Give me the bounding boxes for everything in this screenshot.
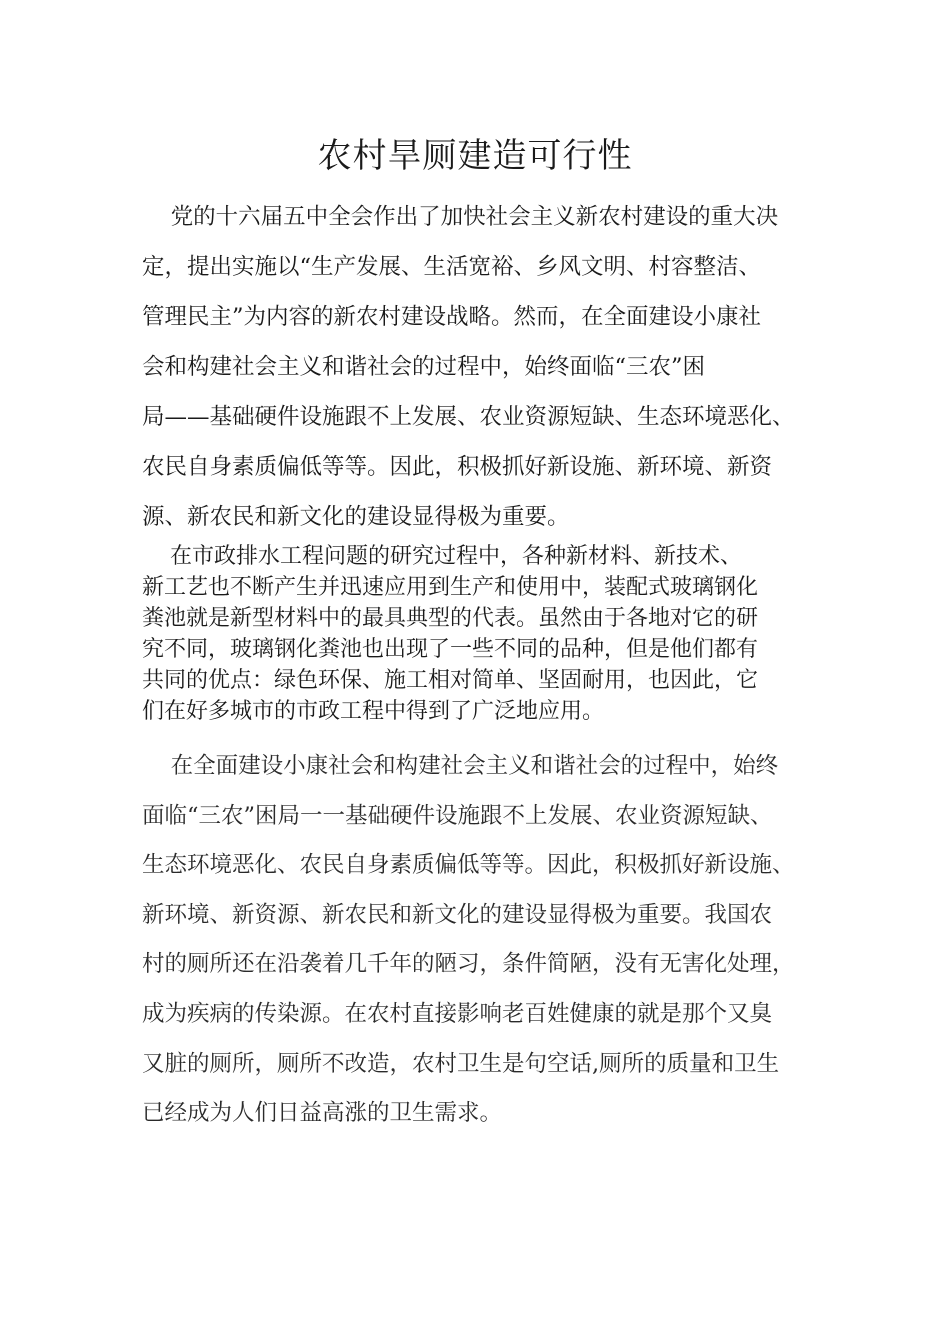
- text-line: 党的十六届五中全会作出了加快社会主义新农村建设的重大决: [142, 204, 779, 230]
- text-line: 新环境、新资源、新农民和新文化的建设显得极为重要。我国农: [142, 901, 773, 928]
- text-line: 已经成为人们日益高涨的卫生需求。: [142, 1100, 503, 1127]
- text-line: 在市政排水工程问题的研究过程中，各种新材料、新技术、: [142, 544, 742, 569]
- text-line: 在全面建设小康社会和构建社会主义和谐社会的过程中，始终: [142, 753, 779, 779]
- text-line: 会和构建社会主义和谐社会的过程中，始终面临“三农”困: [142, 354, 706, 380]
- text-line: 面临“三农”困局一一基础硬件设施跟不上发展、农业资源短缺、: [142, 802, 773, 829]
- document-title: 农村旱厕建造可行性: [317, 136, 633, 176]
- text-line: 共同的优点：绿色环保、施工相对简单、坚固耐用，也因此，它: [142, 668, 759, 693]
- text-line: 农民自身素质偏低等等。因此，积极抓好新设施、新环境、新资: [142, 454, 773, 480]
- text-line: 村的厕所还在沿袭着几千年的陋习，条件简陋，没有无害化处理，: [142, 951, 795, 978]
- text-line: 粪池就是新型材料中的最具典型的代表。虽然由于各地对它的研: [142, 606, 759, 631]
- text-line: 定，提出实施以“生产发展、生活宽裕、乡风文明、村容整洁、: [142, 254, 762, 280]
- paragraph-1: [142, 192, 832, 542]
- text-line: 究不同，玻璃钢化粪池也出现了一些不同的品种，但是他们都有: [142, 637, 759, 662]
- text-line: 们在好多城市的市政工程中得到了广泛地应用。: [142, 699, 605, 724]
- paragraph-3: [142, 742, 832, 1139]
- text-line: 成为疾病的传染源。在农村直接影响老百姓健康的就是那个又臭: [142, 1000, 773, 1027]
- text-line: 局——基础硬件设施跟不上发展、农业资源短缺、生态环境恶化、: [142, 404, 795, 430]
- text-line: 管理民主”为内容的新农村建设战略。然而，在全面建设小康社: [142, 304, 762, 330]
- text-line: 新工艺也不断产生并迅速应用到生产和使用中，装配式玻璃钢化: [142, 575, 759, 600]
- text-line: 源、新农民和新文化的建设显得极为重要。: [142, 504, 570, 530]
- text-line: 生态环境恶化、农民自身素质偏低等等。因此，积极抓好新设施、: [142, 852, 795, 879]
- text-line: 又脏的厕所，厕所不改造，农村卫生是句空话,厕所的质量和卫生: [142, 1050, 780, 1077]
- paragraph-2: [142, 541, 832, 727]
